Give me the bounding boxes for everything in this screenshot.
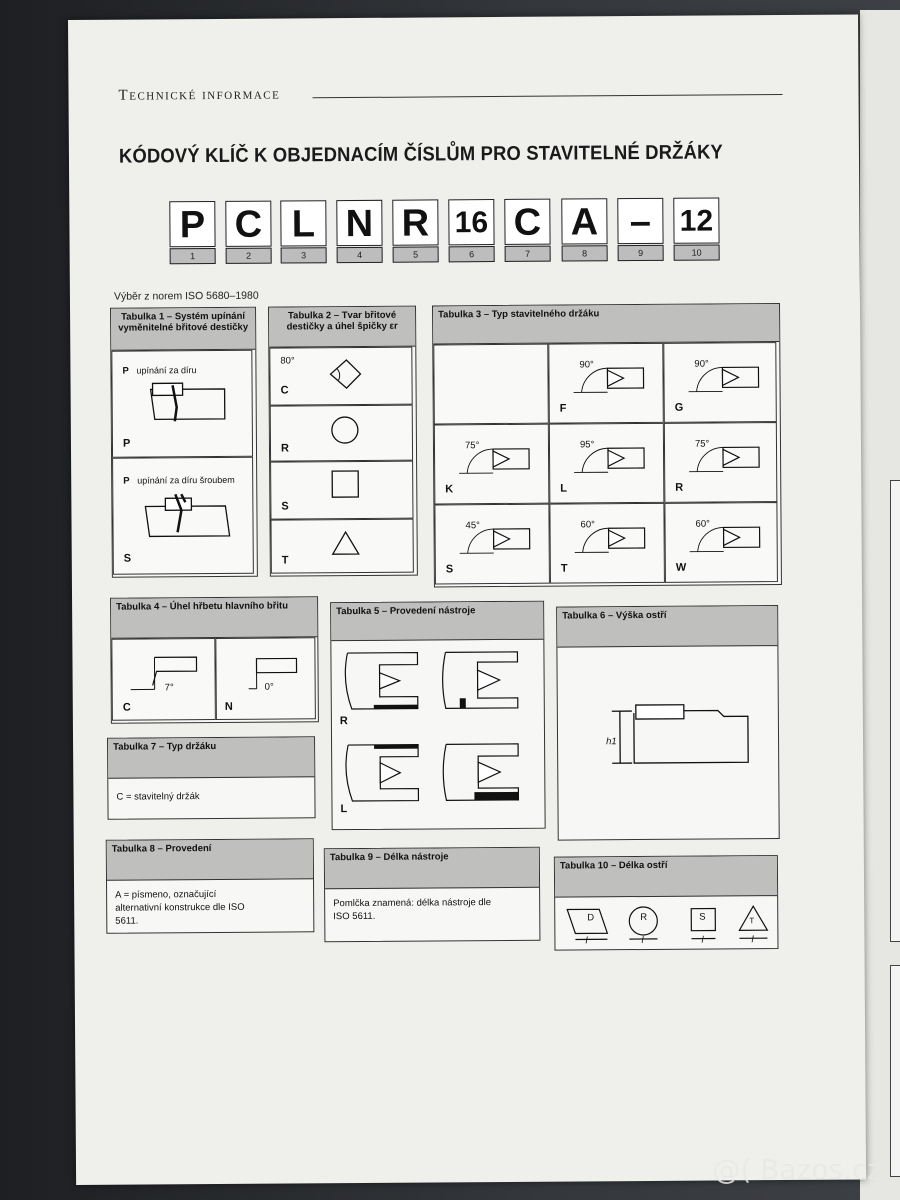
table-2 [268,306,418,577]
table-6: Tabulka 6 – Výška ostří h1 [556,605,780,841]
running-header: Technické informace [118,86,281,104]
code-position-10: 10 [674,244,720,260]
tool-execution-drawings [337,644,538,825]
triangle-insert-icon [326,526,366,562]
document-page [68,14,866,1184]
table-5-title: Tabulka 5 – Provedení nástroje [331,602,543,641]
table-3-cell: 75° R [664,422,778,503]
code-position-5: 5 [393,246,439,262]
table-10-title: Tabulka 10 – Délka ostří [555,856,777,898]
code-position-7: 7 [505,246,551,262]
code-char-10: 12 [673,197,719,243]
code-position-1: 1 [170,248,216,264]
table-1 [110,307,258,578]
table-4-title: Tabulka 4 – Úhel hřbetu hlavního břitu [111,597,317,638]
code-char-9: – [617,198,663,244]
table-9-title: Tabulka 9 – Délka nástroje [325,848,539,889]
code-char-5: R [392,199,438,245]
insert-length-shapes [561,900,771,951]
code-char-2: C [225,201,271,247]
clamp-screw-drawing [125,492,245,543]
table-1-row-s: P upínání za díru šroubem S [112,457,254,575]
table-3 [432,303,782,587]
rhombic-80-icon [326,356,366,392]
subtitle: Výběr z norem ISO 5680–1980 [113,289,259,303]
watermark: @( Bazos.cz [712,1153,882,1186]
code-position-4: 4 [337,247,383,263]
table-7 [107,736,316,819]
table-3-cell: 95° L [549,423,665,504]
code-position-2: 2 [226,248,272,264]
table-3-cell: 60° W [664,502,778,583]
table-7-text: C = stavitelný držák [116,791,200,803]
table-3-cell: 90° G [663,342,777,423]
table-10: Tabulka 10 – Délka ostří D R S T l l l l [554,855,779,951]
table-8-title: Tabulka 8 – Provedení [107,839,313,880]
clamp-hole-drawing [125,381,245,432]
table-4-cell-n: 0° N [215,637,316,720]
table-2-row-s: S [270,461,413,520]
code-position-8: 8 [562,245,608,261]
square-insert-icon [325,466,365,502]
cutting-height-drawing [568,686,769,807]
code-position-9: 9 [618,245,664,261]
round-insert-icon [325,412,365,448]
table-6-title: Tabulka 6 – Výška ostří [557,606,777,648]
code-char-1: P [169,201,215,247]
table-3-cell: 60° T [549,503,665,584]
code-position-6: 6 [449,246,495,262]
code-position-3: 3 [281,247,327,263]
table-1-row-p: P upínání za díru P [111,350,253,458]
table-2-row-c: 80° C [269,347,412,406]
table-2-row-t: T [270,519,413,574]
next-page-edge [860,10,900,1200]
table-3-cell: 75° K [434,424,550,505]
table-9 [324,847,541,943]
table-8-text: A = písmeno, označující alternativní konstrukce dle ISO 5611. [115,888,245,927]
table-1-title: Tabulka 1 – Systém upínání vyměnitelné břitové destičky [111,308,255,351]
table-4 [110,596,319,723]
table-3-cell: 90° F [548,343,664,424]
table-5: Tabulka 5 – Provedení nástroje R L [330,601,546,830]
code-char-6: 16 [448,199,494,245]
code-char-8: A [561,198,607,244]
table-9-text: Pomlčka znamená: délka nástroje dle ISO 5611. [333,897,492,923]
table-3-title: Tabulka 3 – Typ stavitelného držáku [433,304,779,344]
table-8 [106,838,315,933]
code-char-4: N [336,200,382,246]
header-rule [313,94,783,98]
page-title: KÓDOVÝ KLÍČ K OBJEDNACÍM ČÍSLŮM PRO STAVITELNÉ DRŽÁKY [118,141,724,168]
table-2-row-r: R [270,405,413,462]
code-char-3: L [280,200,326,246]
table-4-cell-c: 7° C [111,638,216,721]
table-7-title: Tabulka 7 – Typ držáku [108,737,314,778]
table-2-title: Tabulka 2 – Tvar břitové destičky a úhel špičky εr [269,307,415,348]
code-char-7: C [504,199,550,245]
table-3-cell: 45° S [434,504,550,585]
table-3-cell [433,344,549,425]
